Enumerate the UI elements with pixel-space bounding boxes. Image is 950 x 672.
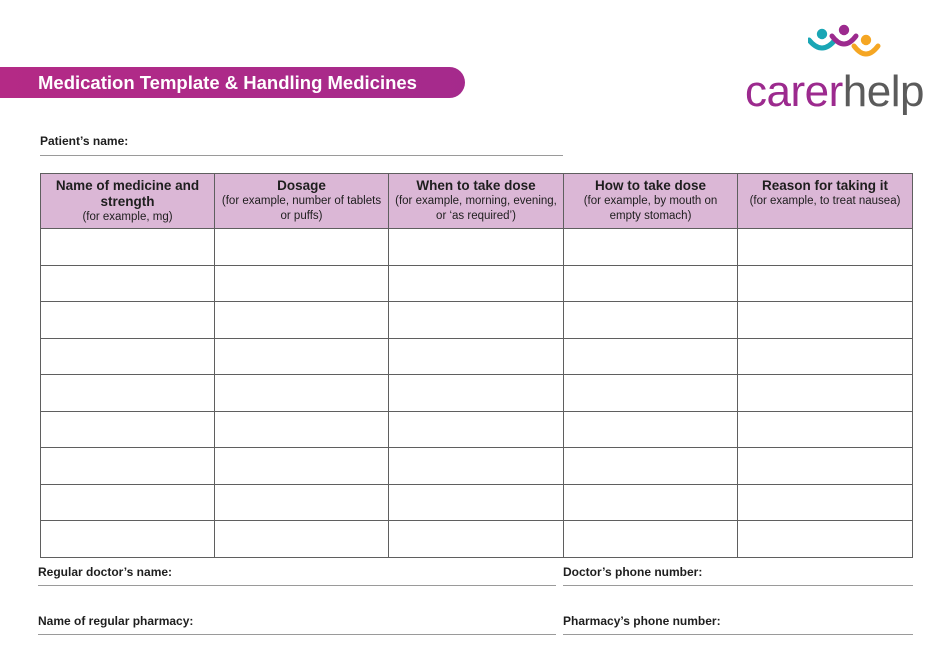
- table-cell[interactable]: [738, 448, 913, 485]
- table-cell[interactable]: [738, 375, 913, 412]
- pharmacy-phone-label: Pharmacy’s phone number:: [563, 614, 721, 628]
- doctor-phone-label: Doctor’s phone number:: [563, 565, 703, 579]
- table-cell[interactable]: [389, 411, 564, 448]
- table-cell[interactable]: [215, 411, 389, 448]
- table-cell[interactable]: [41, 338, 215, 375]
- col-header-how: How to take dose (for example, by mouth on empty stomach): [564, 174, 738, 229]
- table-cell[interactable]: [564, 411, 738, 448]
- doctor-phone-field[interactable]: [563, 585, 913, 586]
- table-cell[interactable]: [215, 375, 389, 412]
- table-cell[interactable]: [41, 375, 215, 412]
- table-cell[interactable]: [564, 265, 738, 302]
- table-cell[interactable]: [215, 229, 389, 266]
- table-cell[interactable]: [215, 338, 389, 375]
- logo-wordmark: [745, 67, 924, 116]
- table-cell[interactable]: [41, 411, 215, 448]
- table-row: [41, 302, 913, 339]
- table-cell[interactable]: [564, 229, 738, 266]
- table-cell[interactable]: [215, 265, 389, 302]
- logo-help: help: [842, 67, 924, 116]
- logo-carer: carer: [745, 67, 843, 116]
- col-header-when: When to take dose (for example, morning, evening, or ‘as required’): [389, 174, 564, 229]
- title-banner: [0, 67, 465, 98]
- table-row: [41, 521, 913, 558]
- col-header-dosage: Dosage (for example, number of tablets or puffs): [215, 174, 389, 229]
- table-header-row: [41, 174, 913, 229]
- pharmacy-name-label: Name of regular pharmacy:: [38, 614, 194, 628]
- carerhelp-logo: [740, 22, 924, 116]
- table-cell[interactable]: [738, 302, 913, 339]
- medication-table: [40, 173, 913, 558]
- table-cell[interactable]: [41, 229, 215, 266]
- table-cell[interactable]: [389, 265, 564, 302]
- table-cell[interactable]: [738, 229, 913, 266]
- table-cell[interactable]: [564, 521, 738, 558]
- table-row: [41, 411, 913, 448]
- table-row: [41, 375, 913, 412]
- medication-table-body: [41, 229, 913, 558]
- table-cell[interactable]: [215, 484, 389, 521]
- table-cell[interactable]: [389, 448, 564, 485]
- table-cell[interactable]: [389, 302, 564, 339]
- table-cell[interactable]: [738, 521, 913, 558]
- table-cell[interactable]: [389, 229, 564, 266]
- table-row: [41, 448, 913, 485]
- doctor-name-field[interactable]: [38, 585, 556, 586]
- table-cell[interactable]: [738, 411, 913, 448]
- table-cell[interactable]: [564, 338, 738, 375]
- table-cell[interactable]: [389, 375, 564, 412]
- table-row: [41, 265, 913, 302]
- table-cell[interactable]: [215, 521, 389, 558]
- table-cell[interactable]: [215, 448, 389, 485]
- table-cell[interactable]: [564, 302, 738, 339]
- pharmacy-phone-field[interactable]: [563, 634, 913, 635]
- patient-name-field[interactable]: [40, 155, 563, 156]
- pharmacy-name-field[interactable]: [38, 634, 556, 635]
- table-cell[interactable]: [215, 302, 389, 339]
- table-cell[interactable]: [738, 484, 913, 521]
- col-header-medicine: Name of medicine and strength (for example, mg): [41, 174, 215, 229]
- people-figures-icon: [808, 22, 892, 66]
- table-row: [41, 484, 913, 521]
- table-cell[interactable]: [41, 484, 215, 521]
- table-cell[interactable]: [738, 338, 913, 375]
- table-cell[interactable]: [389, 338, 564, 375]
- doctor-name-label: Regular doctor’s name:: [38, 565, 173, 579]
- table-cell[interactable]: [41, 265, 215, 302]
- table-cell[interactable]: [564, 375, 738, 412]
- table-cell[interactable]: [41, 448, 215, 485]
- table-cell[interactable]: [389, 484, 564, 521]
- table-row: [41, 338, 913, 375]
- table-cell[interactable]: [564, 448, 738, 485]
- table-cell[interactable]: [738, 265, 913, 302]
- table-cell[interactable]: [41, 521, 215, 558]
- table-cell[interactable]: [389, 521, 564, 558]
- table-cell[interactable]: [41, 302, 215, 339]
- table-row: [41, 229, 913, 266]
- patient-name-label: Patient’s name:: [40, 134, 129, 148]
- col-header-reason: Reason for taking it (for example, to treat nausea): [738, 174, 913, 229]
- table-cell[interactable]: [564, 484, 738, 521]
- document-title: Medication Template & Handling Medicines: [38, 72, 417, 93]
